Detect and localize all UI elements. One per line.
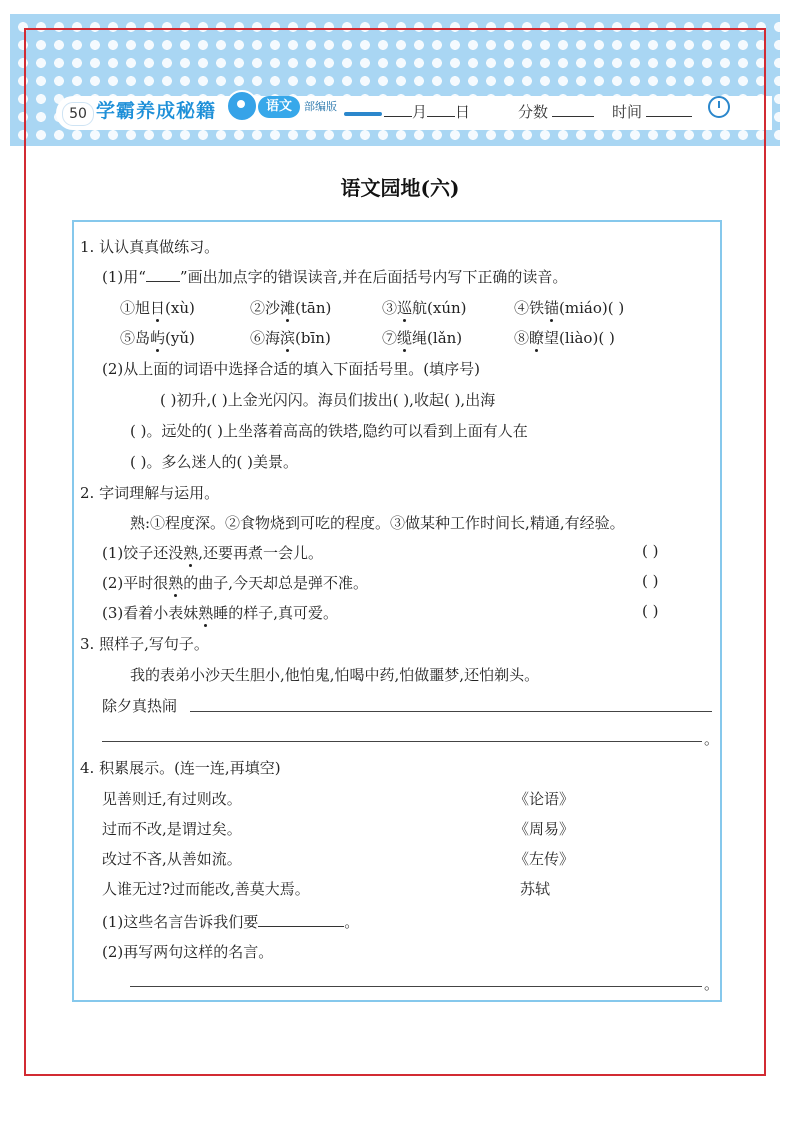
q1-item-6 xyxy=(250,327,331,348)
q1-heading: 1. 认认真真做练习。 xyxy=(80,238,220,256)
q2-sentence-2 xyxy=(102,572,368,593)
item-char: 航 xyxy=(412,299,428,317)
sentence-text: (1)饺子还没 xyxy=(102,544,184,562)
item-pinyin: (bīn) xyxy=(295,329,331,347)
sub1-end: 。 xyxy=(344,913,360,931)
passage-line-2[interactable]: ( )。远处的( )上坐落着高高的铁塔,隐约可以看到上面有人在 xyxy=(130,422,528,440)
q1-part1 xyxy=(102,266,567,287)
item-char: 岛 xyxy=(135,329,151,347)
item-number: ④ xyxy=(514,299,530,317)
item-char: 望 xyxy=(544,329,560,347)
month-label: 月 xyxy=(412,103,428,121)
sentence-text: (3)看着小表妹 xyxy=(102,604,199,622)
dotted-char[interactable]: 锚 xyxy=(544,299,560,317)
dotted-char[interactable]: 滩 xyxy=(280,299,296,317)
quote-4[interactable]: 人谁无过?过而能改,善莫大焉。 xyxy=(102,880,310,898)
q1-item-8 xyxy=(514,327,615,348)
q1-item-4 xyxy=(514,297,624,318)
dotted-char[interactable]: 屿 xyxy=(150,329,166,347)
q1-item-7 xyxy=(382,327,462,348)
item-pinyin: (lǎn) xyxy=(427,329,463,347)
item-char: 绳 xyxy=(412,329,428,347)
dotted-char[interactable]: 滨 xyxy=(280,329,296,347)
page-title: 语文园地(六) xyxy=(340,176,460,200)
q1-part1-post: ”画出加点字的错误读音,并在后面括号内写下正确的读音。 xyxy=(179,268,568,286)
quote-1[interactable]: 见善则迁,有过则改。 xyxy=(102,790,242,808)
q1-item-1 xyxy=(120,297,195,318)
dotted-char[interactable]: 日 xyxy=(150,299,166,317)
q4-answer-line[interactable] xyxy=(130,986,702,987)
dotted-char[interactable]: 瞭 xyxy=(529,329,545,347)
q2-heading: 2. 字词理解与运用。 xyxy=(80,484,220,502)
item-number: ⑧ xyxy=(514,329,530,347)
answer-paren-1[interactable]: ( ) xyxy=(642,542,659,560)
quote-3[interactable]: 改过不吝,从善如流。 xyxy=(102,850,242,868)
sub1-blank[interactable] xyxy=(258,912,344,927)
score-label: 分数 xyxy=(518,103,549,121)
sub1-text: (1)这些名言告诉我们要 xyxy=(102,913,259,931)
edition-label: 部编版 xyxy=(304,100,337,113)
q2-sentence-3 xyxy=(102,602,338,623)
q2-sentence-1 xyxy=(102,542,323,563)
q4-sub1 xyxy=(102,911,359,932)
q3-answer-line-1[interactable] xyxy=(190,711,712,712)
q1-item-2 xyxy=(250,297,331,318)
item-number: ① xyxy=(120,299,136,317)
dotted-char[interactable]: 缆 xyxy=(397,329,413,347)
q3-heading: 3. 照样子,写句子。 xyxy=(80,635,209,653)
q1-part2: (2)从上面的词语中选择合适的填入下面括号里。(填序号) xyxy=(102,360,480,378)
item-char: 铁 xyxy=(529,299,545,317)
sentence-text: (2)平时很 xyxy=(102,574,169,592)
q3-answer-line-2[interactable] xyxy=(102,741,702,742)
item-pinyin: (tān) xyxy=(295,299,332,317)
source-2[interactable]: 《周易》 xyxy=(514,820,575,838)
sentence-text: 睡的样子,真可爱。 xyxy=(213,604,339,622)
passage-line-3[interactable]: ( )。多么迷人的( )美景。 xyxy=(130,453,298,471)
item-number: ② xyxy=(250,299,266,317)
source-3[interactable]: 《左传》 xyxy=(514,850,575,868)
item-pinyin: (xún) xyxy=(427,299,467,317)
page-number: 50 xyxy=(62,102,94,126)
source-4[interactable]: 苏轼 xyxy=(520,880,551,898)
answer-paren-2[interactable]: ( ) xyxy=(642,572,659,590)
q1-item-5 xyxy=(120,327,195,348)
q3-prompt: 除夕真热闹 xyxy=(102,697,178,715)
q1-part1-pre: (1)用“ xyxy=(102,268,146,286)
item-pinyin: (yǔ) xyxy=(165,329,195,347)
item-char: 旭 xyxy=(135,299,151,317)
underline-sample xyxy=(146,267,180,282)
dotted-char: 熟 xyxy=(168,574,184,592)
q4-sub2: (2)再写两句这样的名言。 xyxy=(102,943,274,961)
item-number: ③ xyxy=(382,299,398,317)
item-char: 沙 xyxy=(265,299,281,317)
time-label: 时间 xyxy=(612,103,643,121)
q3-example: 我的表弟小沙天生胆小,他怕鬼,怕喝中药,怕做噩梦,还怕剃头。 xyxy=(130,666,540,684)
q1-item-3 xyxy=(382,297,467,318)
item-pinyin: (xù) xyxy=(165,299,195,317)
passage-line-1[interactable]: ( )初升,( )上金光闪闪。海员们拔出( ),收起( ),出海 xyxy=(160,391,496,409)
quote-2[interactable]: 过而不改,是谓过矣。 xyxy=(102,820,242,838)
dotted-char: 熟 xyxy=(183,544,199,562)
source-1[interactable]: 《论语》 xyxy=(514,790,575,808)
sentence-text: 的曲子,今天却总是弹不准。 xyxy=(183,574,369,592)
item-number: ⑤ xyxy=(120,329,136,347)
item-pinyin[interactable]: (miáo)( ) xyxy=(559,299,625,317)
item-pinyin[interactable]: (liào)( ) xyxy=(559,329,615,347)
dotted-char[interactable]: 巡 xyxy=(397,299,413,317)
q2-definition: 熟:①程度深。②食物烧到可吃的程度。③做某种工作时间长,精通,有经验。 xyxy=(130,514,625,532)
dotted-char: 熟 xyxy=(198,604,214,622)
q4-end-mark: 。 xyxy=(704,975,720,993)
q3-end-mark: 。 xyxy=(704,730,720,748)
item-number: ⑥ xyxy=(250,329,266,347)
day-label: 日 xyxy=(455,103,471,121)
q4-heading: 4. 积累展示。(连一连,再填空) xyxy=(80,759,281,777)
sentence-text: ,还要再煮一会儿。 xyxy=(198,544,324,562)
brand-title: 学霸养成秘籍 xyxy=(96,100,217,122)
item-char: 海 xyxy=(265,329,281,347)
subject-badge: 语文 xyxy=(258,96,300,118)
item-number: ⑦ xyxy=(382,329,398,347)
answer-paren-3[interactable]: ( ) xyxy=(642,602,659,620)
